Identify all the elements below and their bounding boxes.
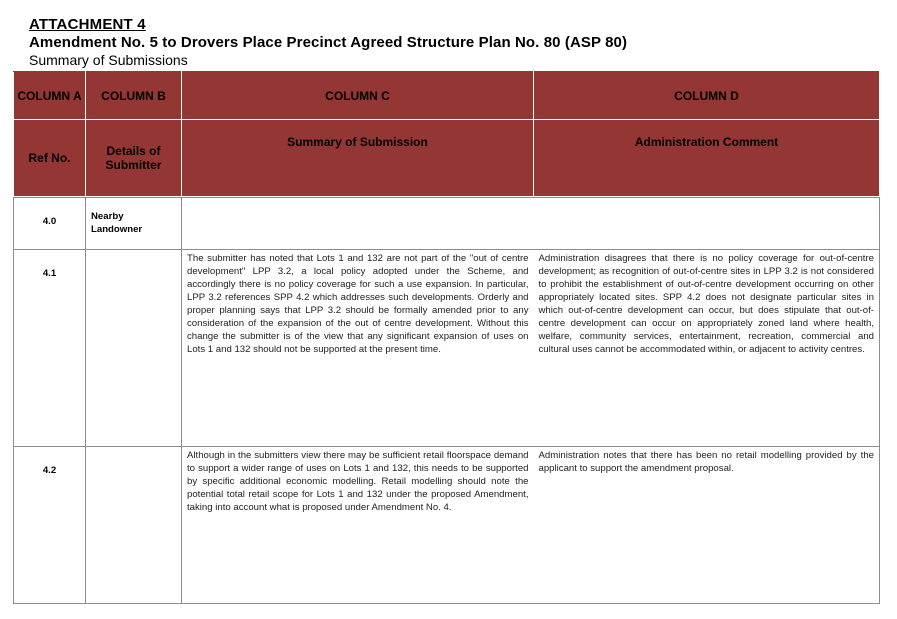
document-title: Amendment No. 5 to Drovers Place Precinct Agreed Structure Plan No. 80 (ASP 80) — [29, 34, 628, 51]
summary-cell: The submitter has noted that Lots 1 and 132 are not part of the "out of centre development" LPP 3.2, a local policy adopted under the Scheme, and accordingly there is no policy coverage for such a use expansion. In particular, LPP 3.2 references SPP 4.2 which addresses such developments. Orderly and proper planning says that LPP 3.2 should be formally amended prior to any consideration of the expansion of the out of centre development. Without this change the submitter is of the view that any significant expansion of uses on Lots 1 and 132 should not be supported at the present time. — [182, 250, 534, 447]
column-letter-row — [14, 72, 880, 120]
column-d-header: COLUMN D — [534, 72, 880, 120]
ref-no-header: Ref No. — [14, 120, 86, 197]
summary-cell: Although in the submitters view there may be sufficient retail floorspace demand to support a wider range of uses on Lots 1 and 132, this needs to be supported by specific additional economic modelling. Retail modelling should note the potential total retail scope for Lots 1 and 132 under the proposed Amendment, taking into account what is proposed under Amendment No. 4. — [182, 447, 534, 604]
submitter-cell — [86, 250, 182, 447]
details-header: Details of Submitter — [86, 120, 182, 197]
submissions-table — [13, 197, 880, 604]
column-b-header: COLUMN B — [86, 72, 182, 120]
comment-cell: Administration disagrees that there is no policy coverage for out-of-centre development; as recognition of out-of-centre sites in LPP 3.2 is not considered to prohibit the establishment of out-of-centre development occurring on other appropriately located sites. SPP 4.2 does not designate particular sites in which out-of-centre development can occur, but does stipulate that out-of-centre development can occur on appropriately zoned land where health, welfare, community services, entertainment, recreation, commercial and cultural uses cannot be accommodated within, or adjacent to activity centres. — [534, 250, 880, 447]
page-header — [29, 16, 879, 69]
column-header-table — [13, 71, 880, 197]
column-title-row — [14, 120, 880, 197]
document-subtitle: Summary of Submissions — [29, 52, 188, 68]
comment-header: Administration Comment — [534, 120, 880, 197]
ref-no-cell: 4.1 — [14, 250, 86, 447]
comment-cell: Administration notes that there has been no retail modelling provided by the applicant to support the amendment proposal. — [534, 447, 880, 604]
summary-header: Summary of Submission — [182, 120, 534, 197]
table-row — [14, 250, 880, 447]
ref-no-cell: 4.0 — [14, 198, 86, 250]
column-a-header: COLUMN A — [14, 72, 86, 120]
submitter-cell — [86, 447, 182, 604]
column-c-header: COLUMN C — [182, 72, 534, 120]
submitter-cell: Nearby Landowner — [86, 198, 182, 250]
summary-cell — [182, 198, 880, 250]
table-row — [14, 198, 880, 250]
attachment-title: ATTACHMENT 4 — [29, 16, 146, 33]
ref-no-cell: 4.2 — [14, 447, 86, 604]
table-row — [14, 447, 880, 604]
